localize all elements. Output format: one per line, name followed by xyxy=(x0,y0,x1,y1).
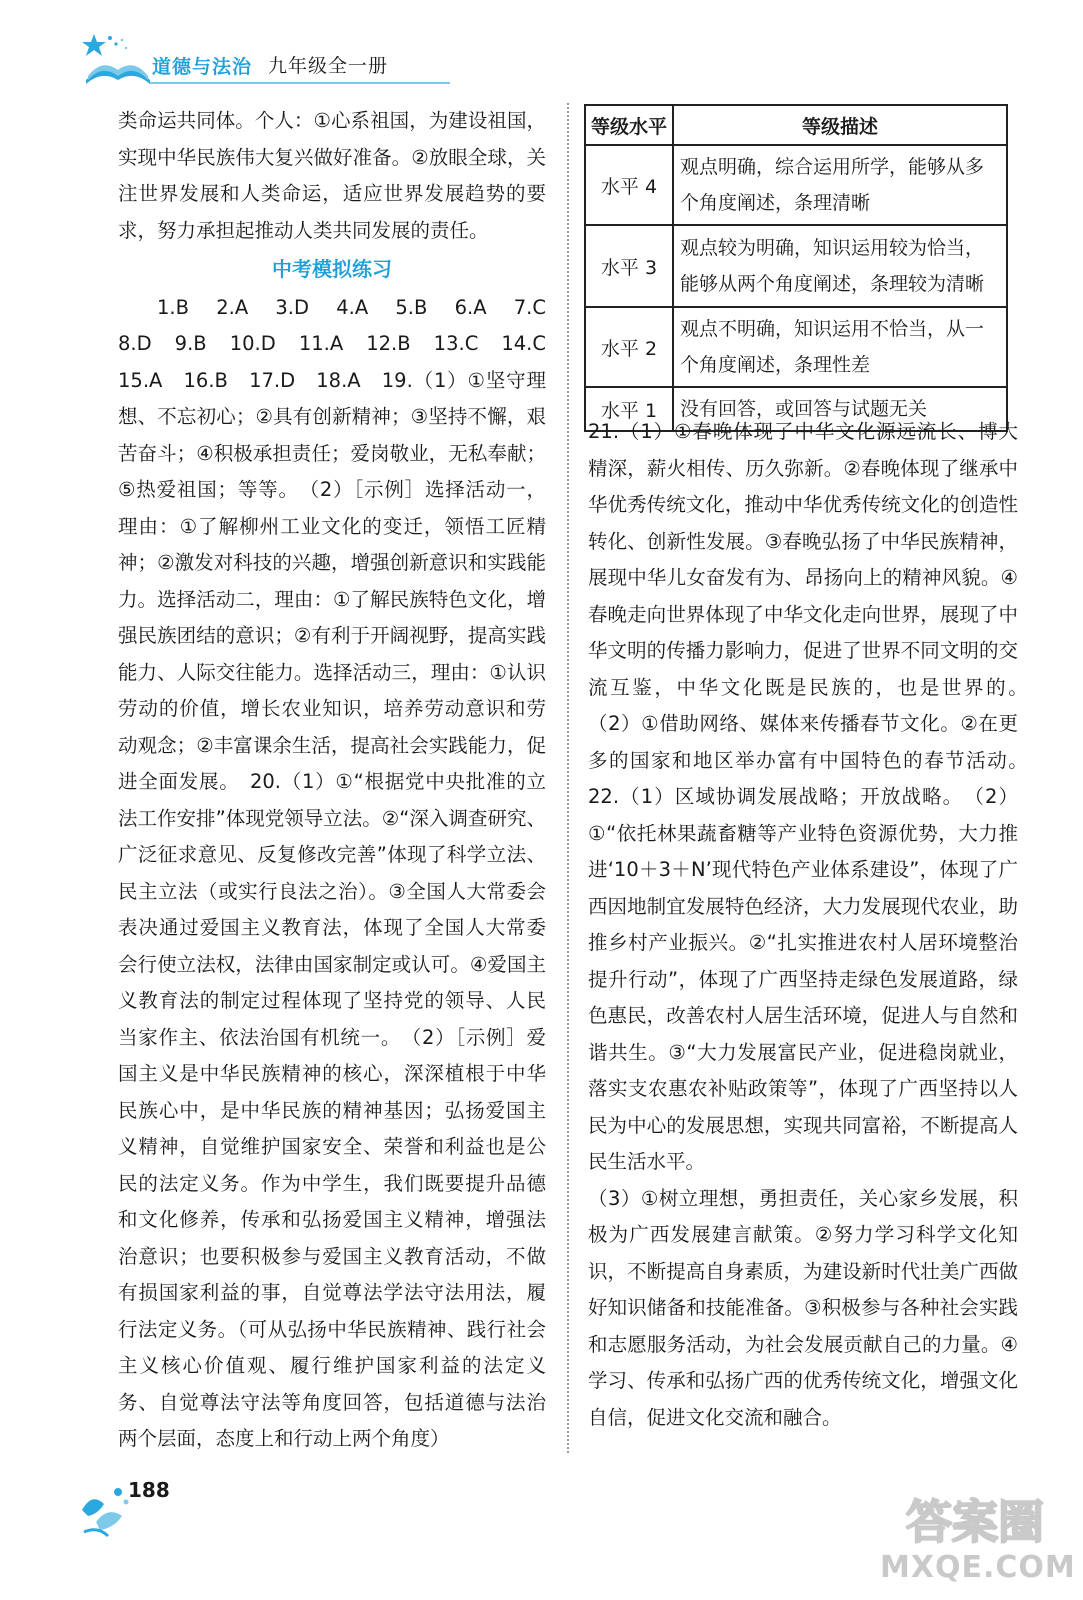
desc-cell: 观点不明确，知识运用不恰当，从一个角度阐述，条理性差 xyxy=(673,307,1007,387)
header-desc: 等级描述 xyxy=(673,105,1007,145)
column-divider xyxy=(567,103,569,1453)
book-star-logo-icon xyxy=(80,30,152,88)
watermark-text: MXQE.COM xyxy=(880,1550,1076,1585)
q22-3-paragraph: （3）①树立理想，勇担责任，关心家乡发展，积极为广西发展建言献策。②努力学习科学文化知识，不断提高自身素质，为建设新时代壮美广西做好知识储备和技能准备。③积极参与各种社会实践和志愿服务活动，为社会发展贡献自己的力量。④学习、传承和弘扬广西的优秀传统文化，增强文化自信，促进文化交流和融合。 xyxy=(588,1186,1018,1429)
grade-title: 九年级全一册 xyxy=(268,55,389,77)
header-rule xyxy=(150,82,450,84)
page-number: 188 xyxy=(128,1478,170,1502)
level-cell: 水平 1 xyxy=(585,387,673,431)
watermark-mark-text: 答案圈 xyxy=(906,1495,1044,1549)
answers-paragraph: 1.B 2.A 3.D 4.A 5.B 6.A 7.C 8.D 9.B 10.D 11.A 12.B 13.C 14.C 15.A 16.B 17.D 18.A 19.（1）①坚守理想、不忘初心；②具有创新精神；③坚持不懈，艰苦奋斗；④积极承担责任；爱岗敬业，无私奉献；⑤热爱祖国；等等。 （2）［示例］选择活动一，理由：①了解柳州工业文化的变迁，领悟工匠精神；②激发对科技的兴趣，增强创新意识和实践能力。选择活动二，理由：①了解民族特色文化，增强民族团结的意识；②有利于开阔视野，提高实践能力、人际交往能力。选择活动三，理由：①认识劳动的价值，增长农业知识，培养劳动意识和劳动观念；②丰富课余生活，提高社会实践能力，促进全面发展。 20.（1）①“根据党中央批准的立法工作安排”体现党领导立法。②“深入调查研究、广泛征求意见、反复修改完善”体现了科学立法、民主立法（或实行良法之治）。③全国人大常委会表决通过爱国主义教育法，体现了全国人大常委会行使立法权，法律由国家制定或认可。④爱国主义教育法的制定过程体现了坚持党的领导、人民当家作主、依法治国有机统一。 （2）［示例］爱国主义是中华民族精神的核心，深深植根于中华民族心中，是中华民族的精神基因；弘扬爱国主义精神，自觉维护国家安全、荣誉和利益也是公民的法定义务。作为中学生，我们既要提升品德和文化修养，传承和弘扬爱国主义精神，增强法治意识；也要积极参与爱国主义教育活动，不做有损国家利益的事，自觉尊法学法守法用法，履行法定义务。（可从弘扬中华民族精神、践行社会主义核心价值观、履行维护国家利益的法定义务、自觉尊法守法等角度回答，包括道德与法治两个层面，态度上和行动上两个角度） xyxy=(118,295,566,1450)
intro-paragraph: 类命运共同体。个人：①心系祖国，为建设祖国，实现中华民族伟大复兴做好准备。②放眼全球，关注世界发展和人类命运，适应世界发展趋势的要求，努力承担起推动人类共同发展的责任。 xyxy=(118,109,546,242)
table-row xyxy=(585,145,1007,225)
watermark-logo-icon xyxy=(880,1490,1070,1552)
desc-cell: 观点较为明确，知识运用较为恰当，能够从两个角度阐述，条理较为清晰 xyxy=(673,225,1007,307)
level-cell: 水平 4 xyxy=(585,145,673,225)
section-title: 中考模拟练习 xyxy=(272,257,392,281)
desc-cell: 没有回答，或回答与试题无关 xyxy=(673,387,1007,431)
desc-cell: 观点明确，综合运用所学，能够从多个角度阐述，条理清晰 xyxy=(673,145,1007,225)
table-header-row xyxy=(585,105,1007,145)
left-column xyxy=(118,103,566,1458)
right-column xyxy=(588,414,1038,1436)
subject-title: 道德与法治 xyxy=(152,56,253,78)
page-header xyxy=(80,30,440,90)
level-table xyxy=(584,104,1008,432)
table-row xyxy=(585,307,1007,387)
level-cell: 水平 3 xyxy=(585,225,673,307)
header-level: 等级水平 xyxy=(585,105,673,145)
table-row xyxy=(585,225,1007,307)
watermark xyxy=(880,1490,1076,1590)
q21-22-paragraph: 21.（1）①春晚体现了中华文化源远流长、博大精深，薪火相传、历久弥新。②春晚体现了继承中华优秀传统文化，推动中华优秀传统文化的创造性转化、创新性发展。③春晚弘扬了中华民族精神，展现中华儿女奋发有为、昂扬向上的精神风貌。④春晚走向世界体现了中华文化走向世界，展现了中华文明的传播力影响力，促进了世界不同文明的交流互鉴，中华文化既是民族的，也是世界的。 （2）①借助网络、媒体来传播春节文化。②在更多的国家和地区举办富有中国特色的春节活动。 22.（1）区域协调发展战略；开放战略。 （2）①“依托林果蔬畜糖等产业特色资源优势，大力推进‘10＋3＋N’现代特色产业体系建设”，体现了广西因地制宜发展特色经济，大力发展现代农业，助推乡村产业振兴。②“扎实推进农村人居环境整治提升行动”，体现了广西坚持走绿色发展道路，绿色惠民，改善农村人居生活环境，促进人与自然和谐共生。③“大力发展富民产业，促进稳岗就业，落实支农惠农补贴政策等”，体现了广西坚持以人民为中心的发展思想，实现共同富裕，不断提高人民生活水平。 xyxy=(588,420,1038,1173)
level-cell: 水平 2 xyxy=(585,307,673,387)
